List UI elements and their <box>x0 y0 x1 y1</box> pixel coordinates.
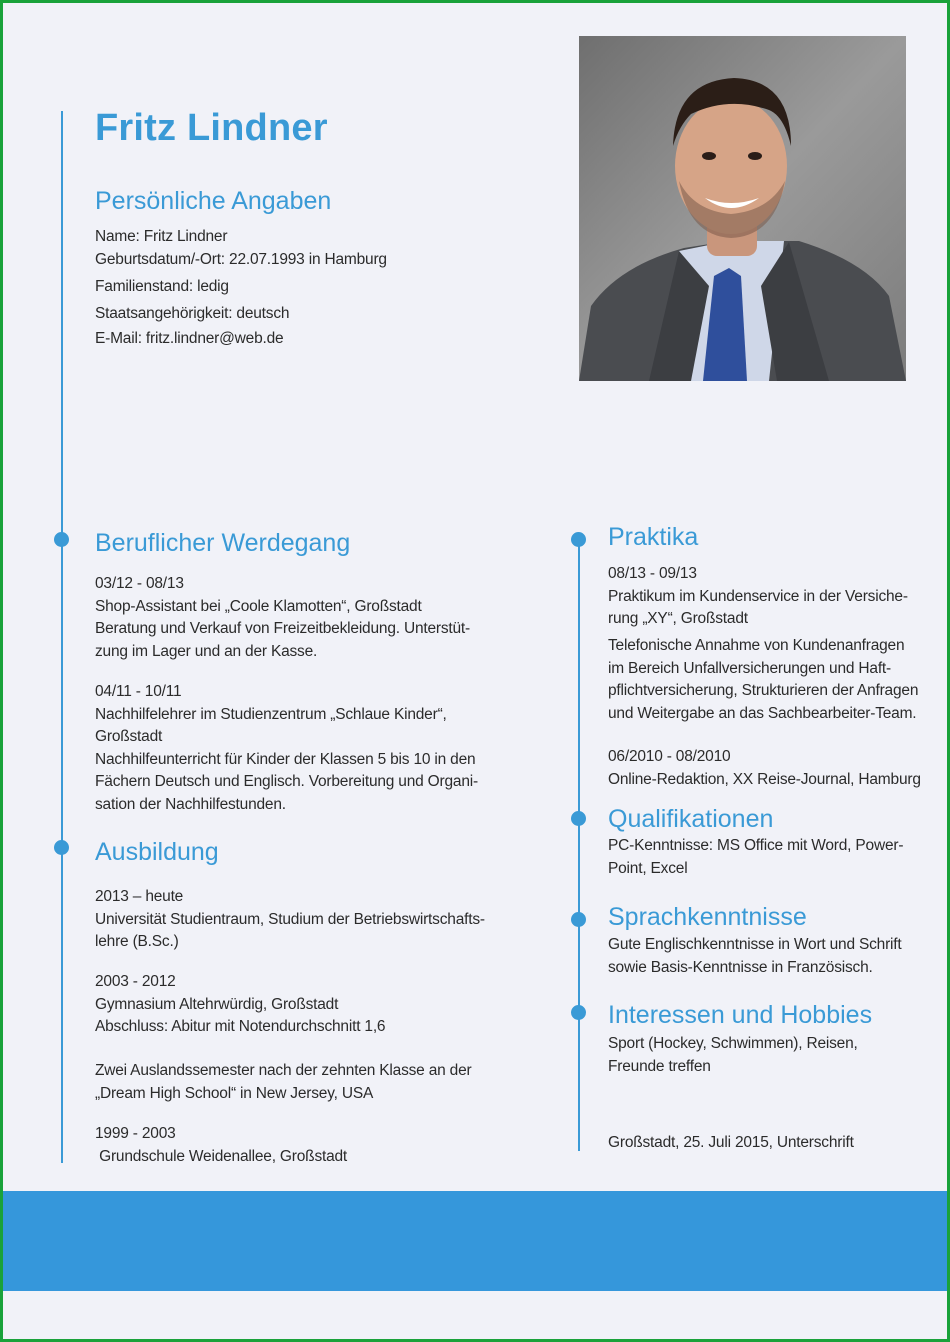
education-entry-4-title: Grundschule Weidenallee, Großstadt <box>95 1147 348 1165</box>
education-entry-1-title-cont: lehre (B.Sc.) <box>95 933 179 950</box>
education-entry-2-desc: Abschluss: Abitur mit Notendurchschnitt 1,6 <box>95 1018 386 1035</box>
career-entry-2-desc-end: sation der Nachhilfestunden. <box>95 795 286 813</box>
languages-line-2: sowie Basis-Kenntnisse in Französisch. <box>608 958 873 976</box>
education-entry-1-date: 2013 – heute <box>95 888 184 905</box>
career-entry-2-desc: Nachhilfeunterricht für Kinder der Klassen 5 bis 10 in den <box>95 750 476 768</box>
timeline-dot-education <box>54 840 69 855</box>
profile-photo <box>579 36 906 381</box>
personal-status: Familienstand: ledig <box>95 278 229 295</box>
career-entry-2-date: 04/11 - 10/11 <box>95 683 182 700</box>
career-entry-1-desc-cont: zung im Lager und an der Kasse. <box>95 642 318 660</box>
internship-entry-1-date: 08/13 - 09/13 <box>608 565 697 582</box>
languages-text <box>608 934 902 979</box>
timeline-dot-career <box>54 532 69 547</box>
education-entry-4-date: 1999 - 2003 <box>95 1125 176 1142</box>
internship-desc-line-4: und Weitergabe an das Sachbearbeiter-Team. <box>608 704 917 722</box>
education-entry-3 <box>95 1060 471 1105</box>
career-entry-1-date: 03/12 - 08/13 <box>95 575 184 592</box>
timeline-right <box>578 541 580 1151</box>
personal-nationality: Staatsangehörigkeit: deutsch <box>95 305 290 322</box>
hobbies-heading: Interessen und Hobbies <box>608 1001 873 1029</box>
career-entry-1-desc: Beratung und Verkauf von Freizeitbekleidung. Unterstüt- <box>95 620 471 637</box>
timeline-left <box>61 111 63 1163</box>
portrait-illustration <box>579 36 906 381</box>
career-entry-2 <box>95 681 478 816</box>
education-entry-2-title: Gymnasium Altehrwürdig, Großstadt <box>95 995 339 1013</box>
internship-entry-1-title-cont: rung „XY“, Großstadt <box>608 610 748 627</box>
education-entry-3-line-2: „Dream High School“ in New Jersey, USA <box>95 1084 374 1102</box>
education-entry-2 <box>95 971 385 1039</box>
internship-entry-2 <box>608 746 921 791</box>
internship-desc-line-3: pflichtversicherung, Strukturieren der Anfragen <box>608 682 919 699</box>
timeline-dot-hobbies <box>571 1005 586 1020</box>
personal-heading: Persönliche Angaben <box>95 187 332 215</box>
internship-entry-1-desc <box>608 635 918 725</box>
education-entry-3-line-1: Zwei Auslandssemester nach der zehnten Klasse an der <box>95 1062 472 1079</box>
career-entry-2-title: Nachhilfelehrer im Studienzentrum „Schlaue Kinder“, <box>95 705 447 723</box>
hobbies-line-2: Freunde treffen <box>608 1057 711 1075</box>
internship-desc-line-2: im Bereich Unfallversicherungen und Haft- <box>608 659 891 677</box>
hobbies-text <box>608 1033 858 1078</box>
qualifications-text <box>608 835 903 880</box>
career-entry-2-desc-cont: Fächern Deutsch und Englisch. Vorbereitung und Organi- <box>95 773 478 790</box>
internship-entry-2-title: Online-Redaktion, XX Reise-Journal, Hamburg <box>608 770 921 788</box>
hobbies-line-1: Sport (Hockey, Schwimmen), Reisen, <box>608 1035 858 1052</box>
qualifications-line-1: PC-Kenntnisse: MS Office mit Word, Power- <box>608 837 904 854</box>
career-entry-1-title: Shop-Assistant bei „Coole Klamotten“, Großstadt <box>95 597 422 615</box>
internship-desc-line-1: Telefonische Annahme von Kundenanfragen <box>608 637 905 654</box>
education-entry-2-date: 2003 - 2012 <box>95 973 176 990</box>
internship-entry-1-title: Praktikum im Kundenservice in der Versiche- <box>608 587 908 605</box>
languages-line-1: Gute Englischkenntnisse in Wort und Schrift <box>608 936 902 953</box>
internship-entry-2-date: 06/2010 - 08/2010 <box>608 748 731 765</box>
footer-band <box>3 1191 947 1291</box>
personal-email: E-Mail: fritz.lindner@web.de <box>95 330 284 347</box>
languages-heading: Sprachkenntnisse <box>608 903 807 931</box>
education-heading: Ausbildung <box>95 838 219 866</box>
education-entry-4 <box>95 1123 347 1168</box>
timeline-dot-qualifications <box>571 811 586 826</box>
signature-line: Großstadt, 25. Juli 2015, Unterschrift <box>608 1134 854 1151</box>
personal-name: Name: Fritz Lindner <box>95 228 228 245</box>
career-entry-1 <box>95 573 470 663</box>
internship-entry-1 <box>608 563 908 631</box>
qualifications-heading: Qualifikationen <box>608 805 774 833</box>
education-entry-1-title: Universität Studientraum, Studium der Betriebswirtschafts- <box>95 910 485 928</box>
timeline-dot-languages <box>571 912 586 927</box>
career-heading: Beruflicher Werdegang <box>95 529 351 557</box>
cv-name: Fritz Lindner <box>95 107 328 149</box>
education-entry-1 <box>95 886 485 954</box>
career-entry-2-title-cont: Großstadt <box>95 728 163 745</box>
timeline-dot-internships <box>571 532 586 547</box>
personal-birth: Geburtsdatum/-Ort: 22.07.1993 in Hamburg <box>95 251 387 268</box>
qualifications-line-2: Point, Excel <box>608 859 688 877</box>
internships-heading: Praktika <box>608 523 699 551</box>
